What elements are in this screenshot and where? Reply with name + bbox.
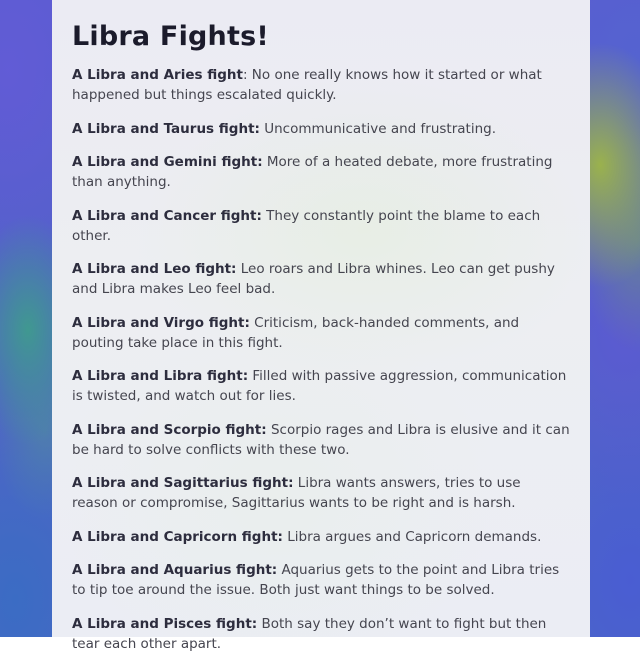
fight-entry-aquarius [72, 560, 570, 600]
fight-entry-lead: A Libra and Scorpio fight: [72, 421, 267, 438]
fight-entry-sagittarius [72, 473, 570, 513]
fight-entry-text: Uncommunicative and frustrating. [259, 120, 496, 137]
fight-entry-lead: A Libra and Taurus fight: [72, 120, 260, 137]
fight-entry-lead: A Libra and Sagittarius fight: [72, 475, 294, 491]
fight-entry-lead: A Libra and Capricorn fight: [72, 528, 283, 545]
fight-entry-text: Libra argues and Capricorn demands. [282, 528, 542, 545]
fight-entry-lead: A Libra and Cancer fight: [72, 207, 262, 224]
fight-list [72, 65, 570, 654]
fight-entry-text: : No one really knows how it started or what happened but things escalated quickly. [72, 67, 542, 103]
fight-entry-lead: A Libra and Aries fight [72, 67, 243, 83]
content-card [52, 0, 590, 652]
fight-entry-text: Libra wants answers, tries to use reason or compromise, Sagittarius wants to be right and is harsh. [72, 475, 521, 511]
fight-entry-text: Aquarius gets to the point and Libra tries to tip toe around the issue. Both just want things to be solved. [72, 562, 560, 598]
fight-entry-scorpio [72, 420, 570, 460]
fight-entry-lead: A Libra and Gemini fight: [72, 154, 263, 170]
fight-entry-lead: A Libra and Aquarius fight: [72, 562, 278, 578]
fight-entry-capricorn [72, 527, 570, 547]
fight-entry-lead: A Libra and Pisces fight: [72, 615, 258, 632]
fight-entry-text: Scorpio rages and Libra is elusive and it can be hard to solve conflicts with these two. [72, 421, 570, 458]
fight-entry-taurus [72, 119, 570, 139]
fight-entry-lead: A Libra and Virgo fight: [72, 314, 250, 331]
fight-entry-cancer [72, 206, 570, 246]
fight-entry-leo [72, 259, 570, 299]
fight-entry-pisces [72, 614, 570, 654]
fight-entry-libra [72, 366, 570, 406]
fight-entry-text: Filled with passive aggression, communication is twisted, and watch out for lies. [72, 368, 567, 404]
fight-entry-aries [72, 65, 570, 105]
fight-entry-text: Criticism, back-handed comments, and pouting take place in this fight. [72, 314, 520, 351]
fight-entry-text: More of a heated debate, more frustrating than anything. [72, 154, 553, 190]
fight-entry-lead: A Libra and Leo fight: [72, 261, 237, 277]
fight-entry-text: They constantly point the blame to each other. [72, 207, 541, 244]
fight-entry-virgo [72, 313, 570, 353]
fight-entry-gemini [72, 152, 570, 192]
fight-entry-text: Leo roars and Libra whines. Leo can get pushy and Libra makes Leo feel bad. [72, 261, 555, 297]
fight-entry-lead: A Libra and Libra fight: [72, 368, 249, 384]
page-title: Libra Fights! [72, 21, 269, 52]
fight-entry-text: Both say they don’t want to fight but then tear each other apart. [72, 615, 547, 652]
